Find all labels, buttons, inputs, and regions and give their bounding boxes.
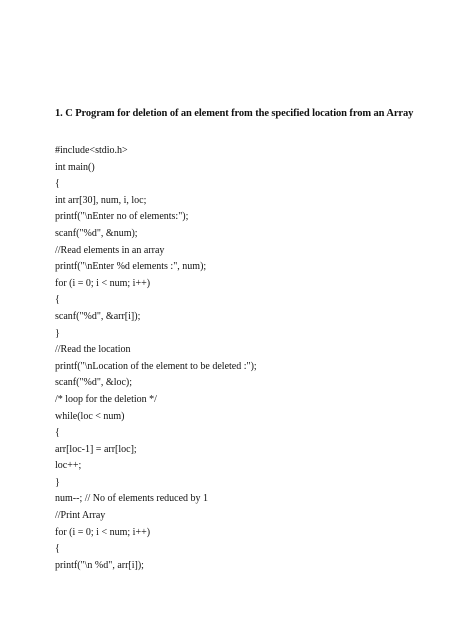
code-line: int main() — [55, 161, 95, 173]
code-line: while(loc < num) — [55, 410, 125, 422]
code-line: num--; // No of elements reduced by 1 — [55, 493, 209, 505]
code-line: { — [55, 294, 60, 306]
code-line: for (i = 0; i < num; i++) — [55, 526, 151, 538]
code-line: loc++; — [55, 460, 82, 472]
code-line: printf("\nLocation of the element to be deleted :"); — [55, 360, 257, 372]
code-line: //Read elements in an array — [55, 244, 165, 256]
code-line: printf("\nEnter no of elements:"); — [55, 211, 189, 223]
code-line: scanf("%d", &arr[i]); — [55, 310, 141, 322]
code-line: #include<stdio.h> — [55, 145, 128, 156]
code-line: printf("\n %d", arr[i]); — [55, 559, 144, 571]
code-line: scanf("%d", &loc); — [55, 377, 133, 389]
code-listing — [55, 143, 257, 574]
code-line: /* loop for the deletion */ — [55, 393, 157, 405]
code-line: int arr[30], num, i, loc; — [55, 194, 147, 206]
code-line: { — [55, 178, 60, 190]
code-line: arr[loc-1] = arr[loc]; — [55, 443, 137, 455]
code-line: } — [55, 476, 60, 488]
code-line: printf("\nEnter %d elements :", num); — [55, 261, 207, 273]
document-heading: 1. C Program for deletion of an element from the specified location from an Array — [55, 108, 414, 119]
code-line: { — [55, 543, 60, 555]
code-line: { — [55, 427, 60, 439]
code-line: for (i = 0; i < num; i++) — [55, 277, 151, 289]
code-line: } — [55, 327, 60, 339]
code-line: scanf("%d", &num); — [55, 227, 138, 239]
code-line: //Print Array — [55, 510, 106, 522]
code-line: //Read the location — [55, 344, 131, 356]
